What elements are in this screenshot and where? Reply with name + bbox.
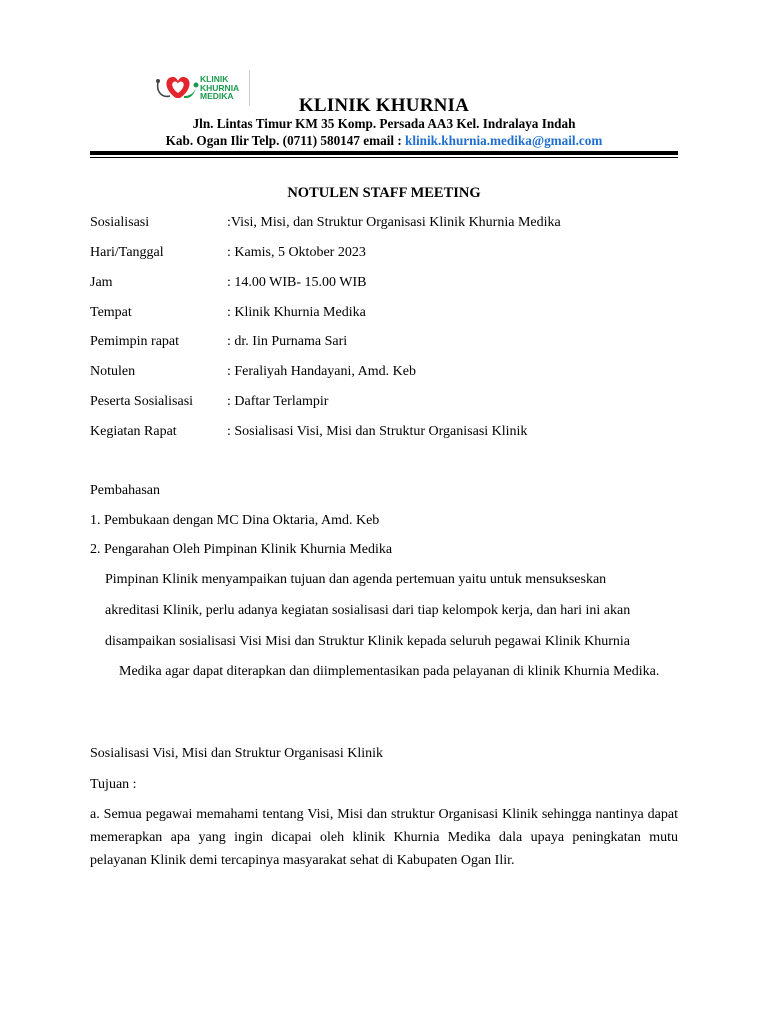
clinic-name: KLINIK KHURNIA: [298, 95, 470, 116]
agenda-item-1: 1. Pembukaan dengan MC Dina Oktaria, Amd. Keb: [90, 513, 380, 528]
item2-continuation: Medika agar dapat diterapkan dan diimplementasikan pada pelayanan di klinik Khurnia Medika.: [119, 664, 660, 679]
info-label: Notulen: [90, 364, 136, 379]
info-value: : Kamis, 5 Oktober 2023: [227, 245, 366, 260]
address-line-1: Jln. Lintas Timur KM 35 Komp. Persada AA3 Kel. Indralaya Indah: [192, 116, 576, 131]
logo-line-2: KHURNIA: [200, 82, 240, 93]
item2-line-1: Pimpinan Klinik menyampaikan tujuan dan agenda pertemuan yaitu untuk mensukseskan: [105, 572, 607, 587]
letterhead-rule-thin: [90, 157, 678, 158]
info-value: : Daftar Terlampir: [227, 394, 329, 409]
logo-line-1: KLINIK: [200, 74, 229, 84]
info-row: [90, 394, 690, 414]
info-row: [90, 245, 690, 265]
info-row: [90, 364, 690, 384]
info-value: : Feraliyah Handayani, Amd. Keb: [227, 364, 416, 379]
info-value: : Sosialisasi Visi, Misi dan Struktur Organisasi Klinik: [227, 424, 528, 439]
info-label: Pemimpin rapat: [90, 334, 180, 349]
agenda-item-2: 2. Pengarahan Oleh Pimpinan Klinik Khurnia Medika: [90, 542, 393, 557]
info-value: :Visi, Misi, dan Struktur Organisasi Klinik Khurnia Medika: [227, 215, 561, 230]
info-value: : Klinik Khurnia Medika: [227, 305, 366, 320]
tujuan-label: Tujuan :: [90, 777, 137, 792]
item2-line-3: disampaikan sosialisasi Visi Misi dan Struktur Klinik kepada seluruh pegawai Klinik Khurnia: [105, 634, 630, 649]
pembahasan-heading: Pembahasan: [90, 483, 160, 498]
logo-line-3: MEDIKA: [200, 91, 234, 101]
letterhead-rule-thick: [90, 151, 678, 155]
info-row: [90, 305, 690, 325]
address-line-2: [0, 133, 768, 149]
info-label: Kegiatan Rapat: [90, 424, 177, 439]
document-title: NOTULEN STAFF MEETING: [287, 185, 481, 201]
info-row: [90, 334, 690, 354]
info-row: [90, 424, 690, 444]
info-label: Tempat: [90, 305, 132, 320]
address-line-2-text: Kab. Ogan Ilir Telp. (0711) 580147 email :: [165, 133, 406, 148]
item2-line-2: akreditasi Klinik, perlu adanya kegiatan sosialisasi dari tiap kelompok kerja, dan hari ini akan: [105, 603, 631, 618]
info-row: [90, 215, 690, 235]
info-label: Sosialisasi: [90, 215, 150, 230]
info-value: : dr. Iin Purnama Sari: [227, 334, 348, 349]
info-value: : 14.00 WIB- 15.00 WIB: [227, 275, 367, 290]
tujuan-item-a: a. Semua pegawai memahami tentang Visi, Misi dan struktur Organisasi Klinik sehingga nantinya dapat memerapkan apa yang ingin dicapai oleh klinik Khurnia Medika dala upaya peningkatan mutu pelayanan Klinik demi tercapinya masyarakat sehat di Kabupaten Ogan Ilir.: [90, 807, 678, 868]
section-heading: Sosialisasi Visi, Misi dan Struktur Organisasi Klinik: [90, 746, 384, 761]
email-link[interactable]: klinik.khurnia.medika@gmail.com: [405, 133, 603, 148]
info-label: Hari/Tanggal: [90, 245, 164, 260]
info-row: [90, 275, 690, 295]
info-label: Jam: [90, 275, 113, 290]
info-label: Peserta Sosialisasi: [90, 394, 194, 409]
